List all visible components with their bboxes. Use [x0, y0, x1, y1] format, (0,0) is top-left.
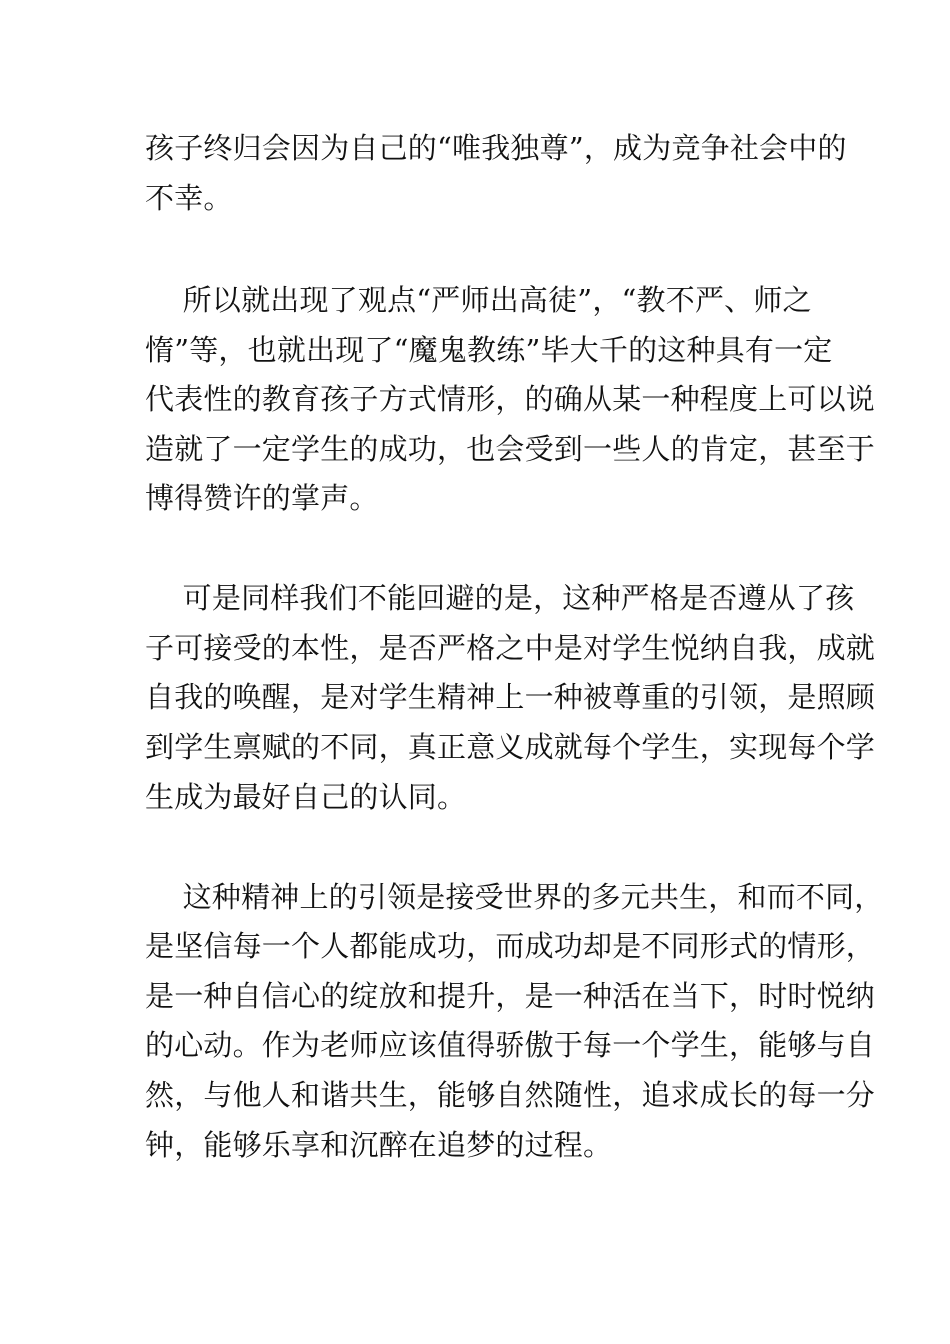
text-line: 是坚信每一个人都能成功，而成功却是不同形式的情形，: [145, 929, 876, 963]
text-line: 所以就出现了观点“严师出高徒”，“教不严、师之: [145, 283, 812, 317]
text-line: 这种精神上的引领是接受世界的多元共生，和而不同，: [145, 880, 884, 914]
text-line: 的心动。作为老师应该值得骄傲于每一个学生，能够与自: [145, 1028, 876, 1062]
text-line: 孩子终归会因为自己的“唯我独尊”，成为竞争社会中的: [145, 131, 847, 165]
text-line: 生成为最好自己的认同。: [145, 780, 467, 814]
text-line: 子可接受的本性，是否严格之中是对学生悦纳自我，成就: [145, 631, 876, 665]
text-line: 可是同样我们不能回避的是，这种严格是否遵从了孩: [145, 581, 855, 615]
text-line: 造就了一定学生的成功，也会受到一些人的肯定，甚至于: [145, 432, 876, 466]
text-line: 惰”等，也就出现了“魔鬼教练”毕大千的这种具有一定: [145, 333, 833, 367]
text-line: 博得赞许的掌声。: [145, 481, 379, 515]
text-line: 不幸。: [145, 181, 233, 215]
text-line: 钟，能够乐享和沉醉在追梦的过程。: [145, 1128, 613, 1162]
text-line: 然，与他人和谐共生，能够自然随性，追求成长的每一分: [145, 1078, 876, 1112]
text-line: 到学生禀赋的不同，真正意义成就每个学生，实现每个学: [145, 730, 876, 764]
text-line: 代表性的教育孩子方式情形，的确从某一种程度上可以说: [145, 382, 876, 416]
text-line: 是一种自信心的绽放和提升，是一种活在当下，时时悦纳: [145, 979, 876, 1013]
text-line: 自我的唤醒，是对学生精神上一种被尊重的引领，是照顾: [145, 680, 876, 714]
